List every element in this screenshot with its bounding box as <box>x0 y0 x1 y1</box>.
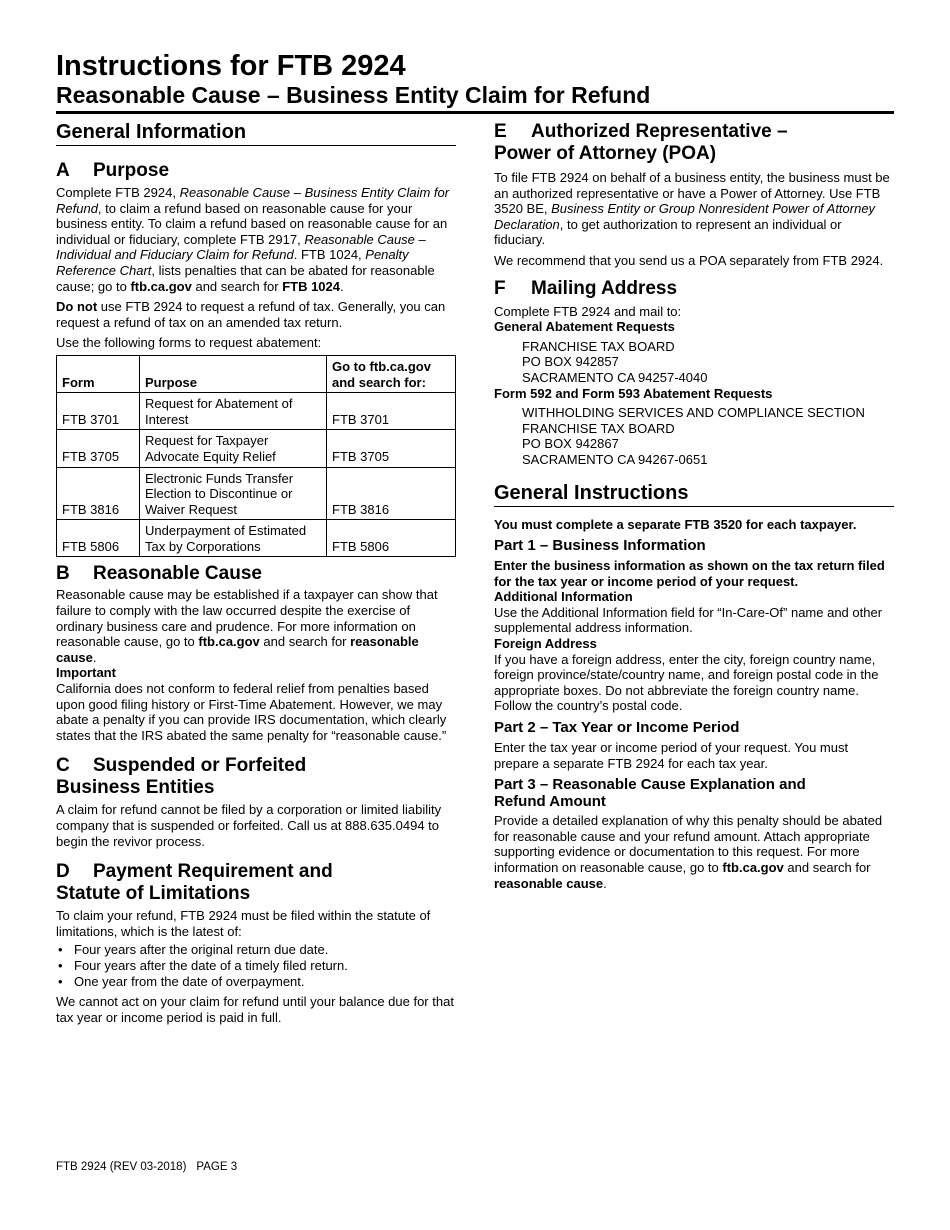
address-line: FRANCHISE TAX BOARD <box>522 420 675 436</box>
text-run: and search for <box>259 634 351 650</box>
table-row <box>57 520 456 557</box>
table-cell-purpose: Electronic Funds Transfer Election to Discontinue or Waiver Request <box>140 467 327 520</box>
purpose-paragraph-3: Use the following forms to request abatement: <box>56 335 322 351</box>
important-label: Important <box>56 665 116 681</box>
subsection-letter: E <box>494 121 507 142</box>
subsection-letter: F <box>494 277 506 299</box>
subsection-letter: B <box>56 563 70 585</box>
part-3-heading-line-2: Refund Amount <box>494 793 606 811</box>
subsection-heading-suspended <box>56 755 456 799</box>
subsection-title-line-1: Authorized Representative – <box>531 121 788 142</box>
form-title-italic: Business Entity or Group Nonresident Power of Attorney Declaration <box>494 201 876 232</box>
section-payment <box>56 861 456 1025</box>
website-reference: ftb.ca.gov <box>130 278 192 294</box>
important-paragraph: California does not conform to federal relief from penalties based upon good filing history or First-Time Abatement. However, we may abate a penalty if you can provide IRS documentation, which clearly states that the IRS abated the same penalty for “reasonable cause.” <box>56 681 447 743</box>
table-cell-search: FTB 5806 <box>327 520 456 557</box>
text-run: . <box>340 278 344 294</box>
table-cell-purpose: Request for Taxpayer Advocate Equity Relief <box>140 430 327 467</box>
address-line: FRANCHISE TAX BOARD <box>522 338 675 354</box>
address-line: WITHHOLDING SERVICES AND COMPLIANCE SECTION <box>522 405 865 421</box>
mailing-paragraph: Complete FTB 2924 and mail to: <box>494 303 682 319</box>
search-term: reasonable cause <box>56 634 419 665</box>
text-run: , to claim a refund based on reasonable cause for your business entity. To claim a refund based on reasonable cause for an individual or fiduciary, complete FTB 2917, <box>56 200 448 247</box>
reasonable-cause-paragraph <box>56 587 456 665</box>
subsection-heading-purpose <box>56 160 456 182</box>
section-purpose <box>56 160 456 557</box>
address-line: SACRAMENTO CA 94257-4040 <box>522 369 708 385</box>
left-column <box>56 121 456 1025</box>
withholding-abatement-label: Form 592 and Form 593 Abatement Requests <box>494 385 773 401</box>
withholding-abatement-address <box>494 405 894 467</box>
list-item: • Four years after the original return due date. <box>56 942 456 958</box>
subsection-title-line-1: Payment Requirement and <box>93 861 333 883</box>
purpose-paragraph-1 <box>56 185 456 294</box>
subsection-letter: C <box>56 755 70 777</box>
authorized-rep-paragraph-2: We recommend that you send us a POA separately from FTB 2924. <box>494 252 884 268</box>
statute-bullet-list <box>56 942 456 989</box>
text-run: , lists penalties that can be abated for reasonable cause; go to <box>56 262 435 294</box>
website-reference: ftb.ca.gov <box>198 634 260 650</box>
website-reference: ftb.ca.gov <box>722 860 784 875</box>
address-line: SACRAMENTO CA 94267-0651 <box>522 451 708 467</box>
page-title: Instructions for FTB 2924 <box>56 50 406 82</box>
address-line: PO BOX 942857 <box>522 354 619 370</box>
table-row <box>57 467 456 520</box>
text-run: . <box>92 649 97 665</box>
part-2-text: Enter the tax year or income period of your request. You must prepare a separate FTB 2924 for each tax year. <box>494 740 849 771</box>
form-title-italic: Reasonable Cause – Individual and Fiduciary Claim for Refund <box>56 231 426 263</box>
section-mailing-address <box>494 278 894 468</box>
text-run: Provide a detailed explanation of why this penalty should be abated for reasonable cause and your refund amount. Attach appropriate supporting evidence or documentation to this request. For more information on reasonable cause, go to <box>494 813 883 875</box>
subsection-title-line-1: Suspended or Forfeited <box>93 755 307 777</box>
subsection-title-line-2: Statute of Limitations <box>56 883 251 905</box>
subsection-letter: A <box>56 160 70 181</box>
text-run: . FTB 1024, <box>293 247 366 263</box>
table-cell-form: FTB 3816 <box>57 467 140 520</box>
column-header-purpose: Purpose <box>140 355 327 392</box>
suspended-paragraph: A claim for refund cannot be filed by a corporation or limited liability company that is suspended or forfeited. Call us at 888.635.0494 to begin the revivor process. <box>56 802 442 849</box>
table-cell-form: FTB 3705 <box>57 430 140 467</box>
subsection-title: Reasonable Cause <box>93 563 262 585</box>
text-run: and search for <box>783 860 871 875</box>
part-1-bold-text: Enter the business information as shown on the tax return filed for the tax year or income period of your request. <box>494 558 885 589</box>
form-title-italic: Penalty Reference Chart <box>56 247 409 278</box>
foreign-address-label: Foreign Address <box>494 636 597 652</box>
subsection-heading-mailing-address <box>494 278 894 300</box>
text-run: , to get authorization to represent an individual or fiduciary. <box>494 216 842 248</box>
form-title-italic: Reasonable Cause – Business Entity Claim for Refund <box>56 185 450 216</box>
part-3-heading <box>494 776 894 810</box>
list-item: • Four years after the date of a timely filed return. <box>56 958 456 974</box>
subsection-title-line-2: Business Entities <box>56 777 215 799</box>
subsection-title: Purpose <box>93 160 170 181</box>
subsection-title-line-2: Power of Attorney (POA) <box>494 143 717 164</box>
abatement-forms-table <box>56 355 456 558</box>
table-cell-search: FTB 3816 <box>327 467 456 520</box>
section-suspended <box>56 755 456 849</box>
page-subtitle: Reasonable Cause – Business Entity Claim for Refund <box>56 82 651 108</box>
title-divider <box>56 111 894 114</box>
general-abatement-address <box>494 339 894 386</box>
text-run: Reasonable cause may be established if a taxpayer can show that failure to comply with the law occurred despite the exercise of ordinary business care and prudence. For more information on reasonable cause, go to <box>56 587 438 650</box>
search-term: reasonable cause <box>494 875 604 891</box>
list-item: • One year from the date of overpayment. <box>56 974 456 990</box>
section-general-instructions <box>494 482 894 892</box>
foreign-address-text: If you have a foreign address, enter the city, foreign country name, foreign province/state/country name, and foreign postal code in the appropriate boxes. Do not abbreviate the foreign country name. Follow the country’s postal code. <box>494 651 879 714</box>
table-cell-search: FTB 3701 <box>327 393 456 430</box>
subsection-heading-reasonable-cause <box>56 563 456 585</box>
table-cell-purpose: Request for Abatement of Interest <box>140 393 327 430</box>
page-footer <box>56 1161 247 1173</box>
text-run: To file FTB 2924 on behalf of a business entity, the business must be an authorized representative or have a Power of Attorney. Use FTB 3520 BE, <box>494 170 890 217</box>
part-2-heading: Part 2 – Tax Year or Income Period <box>494 719 740 737</box>
authorized-rep-paragraph-1 <box>494 170 894 248</box>
purpose-paragraph-2 <box>56 299 456 330</box>
section-heading-general-instructions: General Instructions <box>494 482 894 507</box>
table-cell-form: FTB 3701 <box>57 393 140 430</box>
footer-form-id: FTB 2924 (REV 03-2018) <box>56 1161 187 1173</box>
table-cell-search: FTB 3705 <box>327 430 456 467</box>
subsection-heading-payment <box>56 861 456 905</box>
subsection-heading-authorized-representative <box>494 121 894 165</box>
section-authorized-representative <box>494 121 894 269</box>
table-cell-purpose: Underpayment of Estimated Tax by Corporations <box>140 520 327 557</box>
part-3-text <box>494 813 894 891</box>
section-heading-general-information: General Information <box>56 121 456 146</box>
column-header-search: Go to ftb.ca.gov and search for: <box>327 355 456 392</box>
emphasis-do-not: Do not <box>56 299 98 315</box>
address-line: PO BOX 942867 <box>522 436 619 452</box>
text-run: use FTB 2924 to request a refund of tax. Generally, you can request a refund of tax on an amended tax return. <box>56 299 446 330</box>
part-3-heading-line-1: Part 3 – Reasonable Cause Explanation and <box>494 776 806 794</box>
general-abatement-label: General Abatement Requests <box>494 319 675 335</box>
text-run: and search for <box>191 278 283 294</box>
table-row <box>57 393 456 430</box>
payment-paragraph-1: To claim your refund, FTB 2924 must be filed within the statute of limitations, which is the latest of: <box>56 908 431 939</box>
table-header-row <box>57 355 456 392</box>
subsection-letter: D <box>56 861 70 883</box>
subsection-title: Mailing Address <box>531 277 678 299</box>
right-column <box>494 121 894 891</box>
table-row <box>57 430 456 467</box>
text-run: . <box>603 875 607 891</box>
search-term: FTB 1024 <box>282 278 340 294</box>
additional-information-text: Use the Additional Information field for “In-Care-Of” name and other supplemental address information. <box>494 604 883 636</box>
footer-page-number: PAGE 3 <box>196 1161 238 1173</box>
additional-information-label: Additional Information <box>494 589 633 605</box>
general-instructions-intro: You must complete a separate FTB 3520 for each taxpayer. <box>494 516 857 532</box>
text-run: Complete FTB 2924, <box>56 185 180 200</box>
part-1-heading: Part 1 – Business Information <box>494 537 706 555</box>
payment-paragraph-2: We cannot act on your claim for refund until your balance due for that tax year or income period is paid in full. <box>56 994 454 1025</box>
table-cell-form: FTB 5806 <box>57 520 140 557</box>
section-reasonable-cause <box>56 563 456 743</box>
column-header-form: Form <box>57 355 140 392</box>
